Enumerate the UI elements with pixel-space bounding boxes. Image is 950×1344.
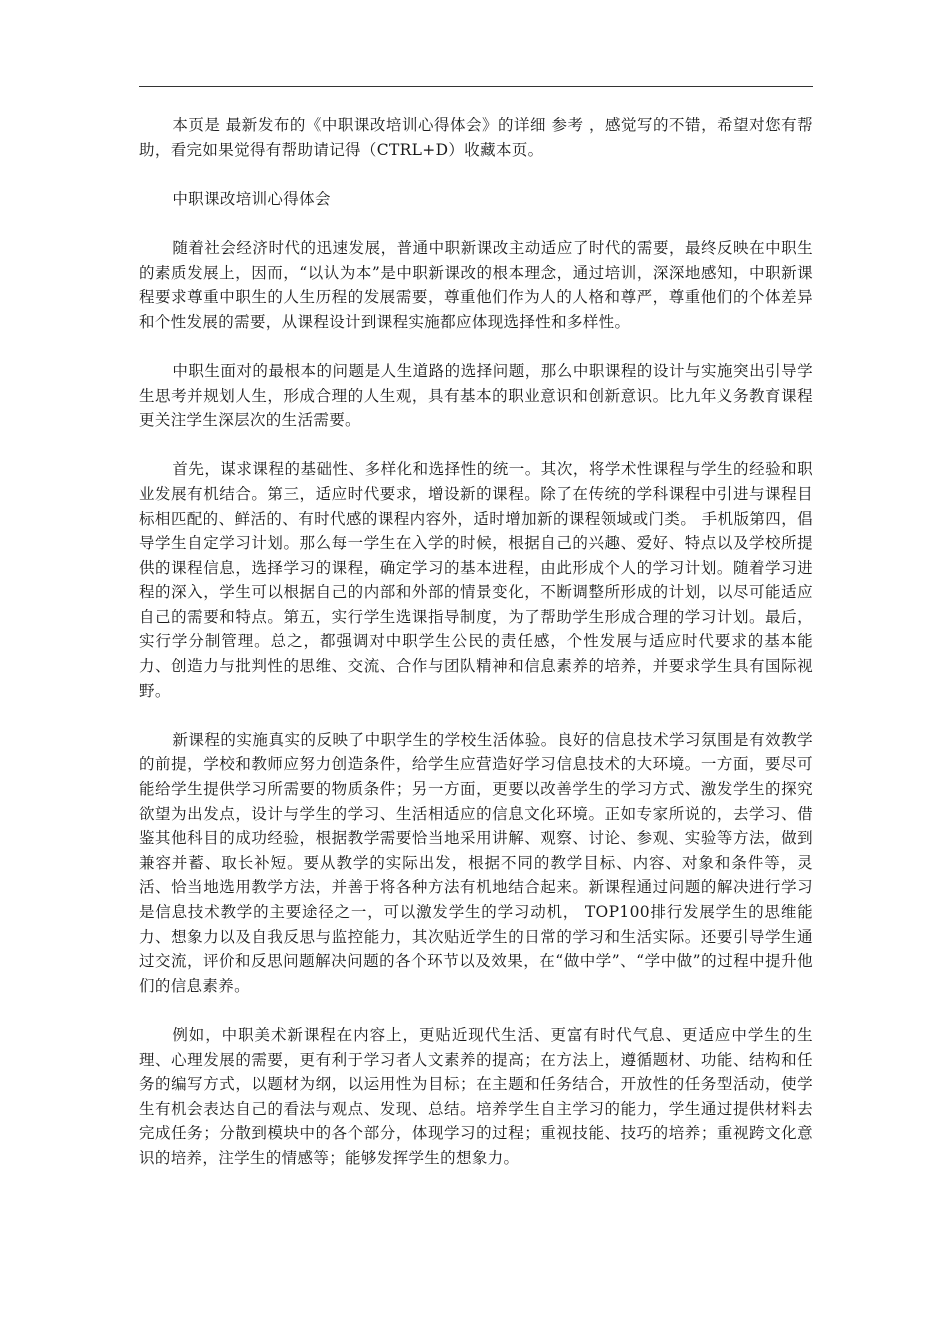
document-body (139, 113, 813, 1195)
body-paragraph-2: 中职生面对的最根本的问题是人生道路的选择问题，那么中职课程的设计与实施突出引导学生思考并规划人生，形成合理的人生观，具有基本的职业意识和创新意识。比九年义务教育课程更关注学生深层次的生活需要。 (139, 361, 813, 430)
body-paragraph-4: 新课程的实施真实的反映了中职学生的学校生活体验。良好的信息技术学习氛围是有效教学的前提，学校和教师应努力创造条件，给学生应营造好学习信息技术的大环境。一方面，要尽可能给学生提供学习所需要的物质条件；另一方面，更要以改善学生的学习方式、激发学生的探究欲望为出发点，设计与学生的学习、生活相适应的信息文化环境。正如专家所说的，去学习、借鉴其他科目的成功经验，根据教学需要恰当地采用讲解、观察、讨论、参观、实验等方法，做到兼容并蓄、取长补短。要从教学的实际出发，根据不同的教学目标、内容、对象和条件等，灵活、恰当地选用教学方法，并善于将各种方法有机地结合起来。新课程通过问题的解决进行学习是信息技术教学的主要途径之一，可以激发学生的学习动机， TOP100排行发展学生的思维能力、想象力以及自我反思与监控能力，其次贴近学生的日常的学习和生活实际。还要引导学生通过交流，评价和反思问题解决问题的各个环节以及效果，在“做中学”、“学中做”的过程中提升他们的信息素养。 (139, 730, 813, 995)
body-paragraph-1: 随着社会经济时代的迅速发展，普通中职新课改主动适应了时代的需要，最终反映在中职生的素质发展上，因而，“以认为本”是中职新课改的根本理念，通过培训，深深地感知，中职新课程要求尊重中职生的人生历程的发展需要，尊重他们作为人的人格和尊严，尊重他们的个体差异和个性发展的需要，从课程设计到课程实施都应体现选择性和多样性。 (139, 238, 813, 331)
document-title: 中职课改培训心得体会 (172, 189, 331, 208)
header-rule (139, 86, 813, 87)
body-paragraph-5: 例如，中职美术新课程在内容上，更贴近现代生活、更富有时代气息、更适应中学生的生理、心理发展的需要，更有利于学习者人文素养的提高；在方法上，遵循题材、功能、结构和任务的编写方式，以题材为纲，以运用性为目标；在主题和任务结合，开放性的任务型活动，使学生有机会表达自己的看法与观点、发现、总结。培养学生自主学习的能力，学生通过提供材料去完成任务；分散到模块中的各个部分，体现学习的过程；重视技能、技巧的培养；重视跨文化意识的培养，注学生的情感等；能够发挥学生的想象力。 (139, 1025, 813, 1167)
intro-paragraph: 本页是 最新发布的《中职课改培训心得体会》的详细 参考 ，感觉写的不错，希望对您有帮助，看完如果觉得有帮助请记得（CTRL+D）收藏本页。 (139, 116, 813, 159)
body-paragraph-3: 首先，谋求课程的基础性、多样化和选择性的统一。其次，将学术性课程与学生的经验和职业发展有机结合。第三，适应时代要求，增设新的课程。除了在传统的学科课程中引进与课程目标相匹配的、鲜活的、有时代感的课程内容外，适时增加新的课程领域或门类。 手机版第四，倡导学生自定学习计划。那么每一学生在入学的时候，根据自己的兴趣、爱好、特点以及学校所提供的课程信息，选择学习的课程，确定学习的基本进程，由此形成个人的学习计划。随着学习进程的深入，学生可以根据自己的内部和外部的情景变化，不断调整所形成的计划，以尽可能适应自己的需要和特点。第五，实行学生选课指导制度，为了帮助学生形成合理的学习计划。最后，实行学分制管理。总之，都强调对中职学生公民的责任感，个性发展与适应时代要求的基本能力、创造力与批判性的思维、交流、合作与团队精神和信息素养的培养，并要求学生具有国际视野。 (139, 460, 813, 700)
